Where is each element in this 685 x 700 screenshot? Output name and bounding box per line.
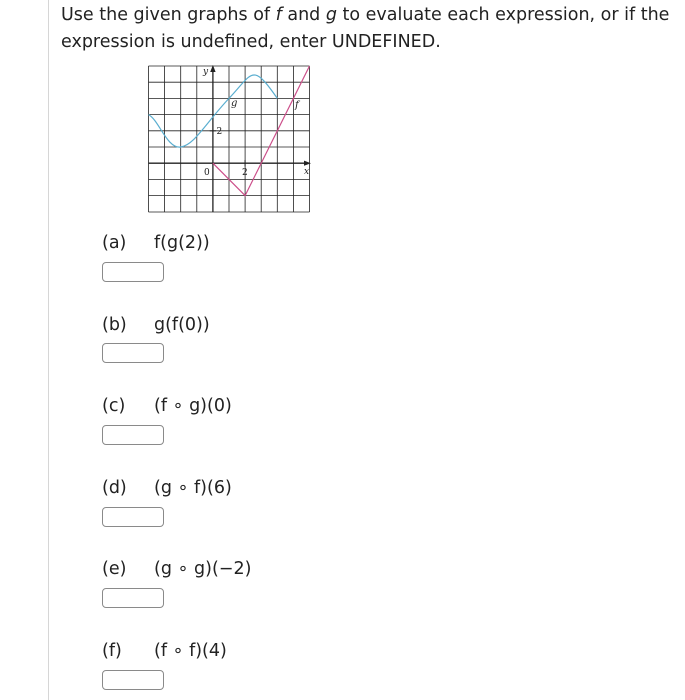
answer-input-b[interactable] [102,343,164,363]
question-expression: (f ∘ g)(0) [154,396,232,416]
question-a [102,232,210,254]
x-axis-arrow [304,161,311,166]
answer-input-a[interactable] [102,262,164,282]
y-axis-label: y [203,67,209,77]
question-e [102,558,251,580]
function-f-name: f [275,5,282,25]
question-part-label: (b) [102,315,127,335]
question-part-label: (a) [102,233,127,253]
x-tick-label: 2 [242,168,248,178]
g-curve-label: g [231,98,238,109]
axes [149,65,312,212]
left-margin-rule [48,0,49,700]
answer-input-e[interactable] [102,588,164,608]
question-part-label: (c) [102,396,126,416]
question-expression: g(f(0)) [154,315,210,335]
x-axis-label: x [304,167,310,177]
question-f [102,640,227,662]
question-part-label: (f) [102,641,122,661]
f-curve-label: f [295,100,299,111]
function-g-name: g [325,5,337,25]
grid-lines [149,66,310,212]
question-expression: (g ∘ f)(6) [154,478,232,498]
instructions-and: and [281,5,326,25]
question-c [102,395,232,417]
question-expression: f(g(2)) [154,233,210,253]
question-expression: (g ∘ g)(−2) [154,559,252,579]
answer-input-c[interactable] [102,425,164,445]
instructions [61,2,681,56]
instructions-text: Use the given graphs of [61,5,276,25]
y-tick-label: 2 [216,127,223,137]
question-part-label: (e) [102,559,127,579]
question-part-label: (d) [102,478,127,498]
question-expression: (f ∘ f)(4) [154,641,227,661]
function-graph [147,64,312,214]
instructions-line2: expression is undefined, enter UNDEFINED. [61,32,441,52]
origin-label: 0 [204,168,210,178]
answer-input-f[interactable] [102,670,164,690]
answer-input-d[interactable] [102,507,164,527]
instructions-text-rest: to evaluate each expression, or if the [336,5,670,25]
question-b [102,314,210,336]
question-d [102,477,232,499]
